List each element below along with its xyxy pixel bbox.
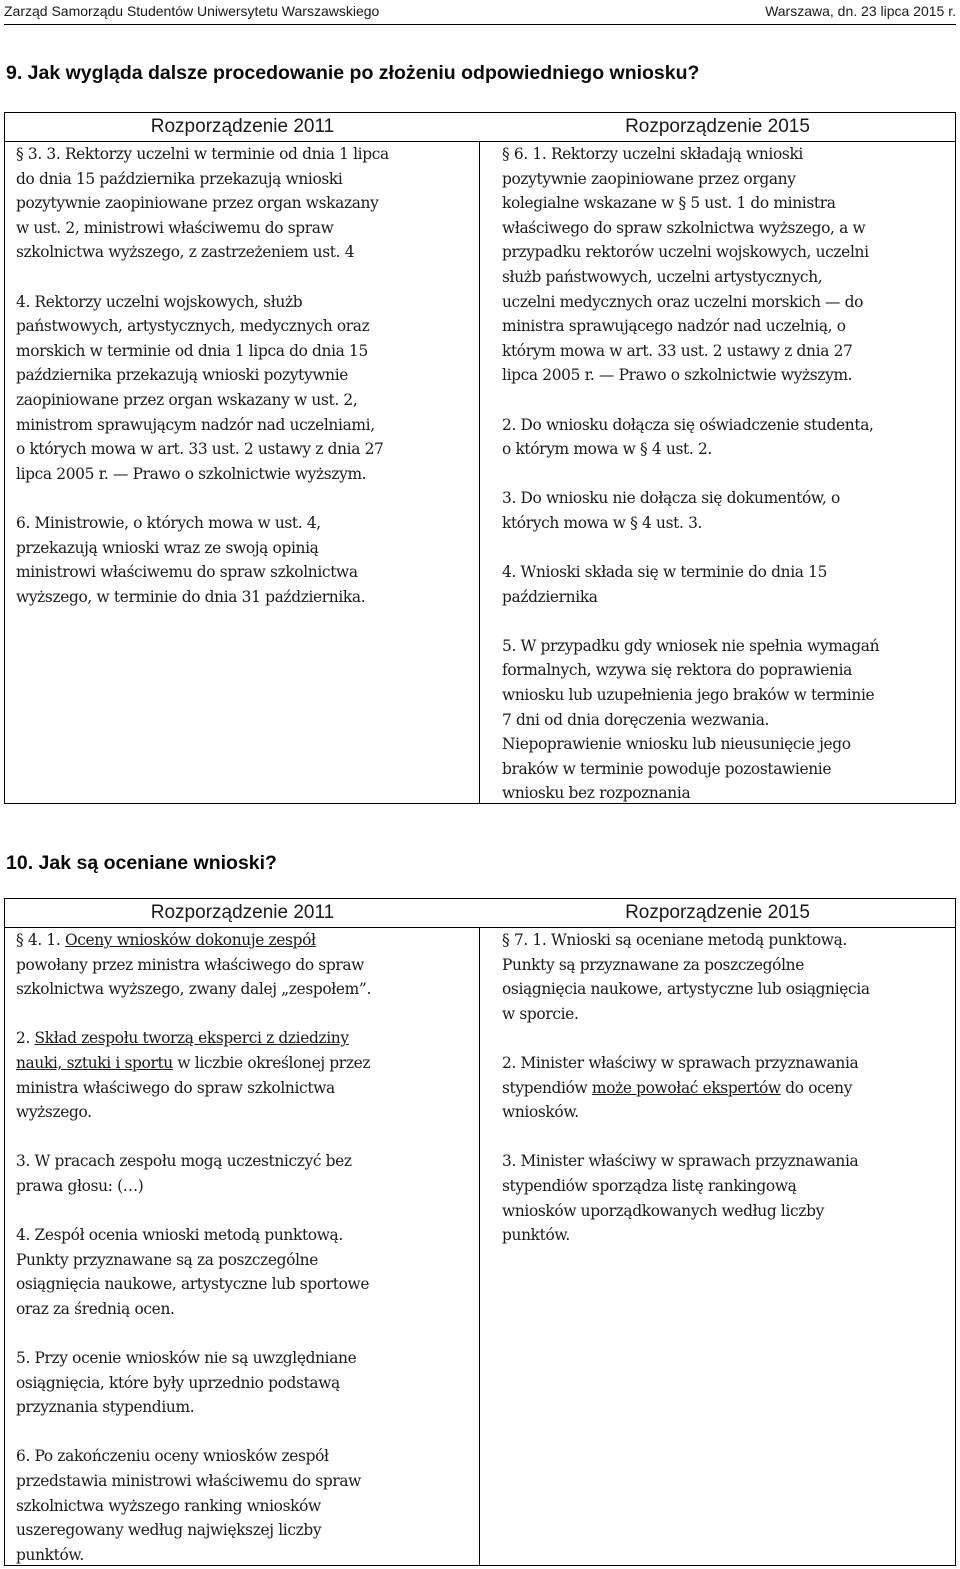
paragraph-text: do oceny wniosków. [502, 1078, 853, 1122]
table-body-row [5, 928, 955, 1566]
section-10-heading: 10. Jak są oceniane wnioski? [6, 852, 277, 874]
column-2015 [480, 928, 955, 1566]
paragraph: 4. Zespół ocenia wnioski metodą punktową. Punkty przyznawane są za poszczególne osiągnięcia naukowe, artystyczne lub sportowe oraz za średnią ocen. [16, 1226, 370, 1318]
underlined-text: Skład zespołu tworzą eksperci z dziedziny [34, 1029, 349, 1048]
paragraph: 4. Wnioski składa się w terminie do dnia 15 października [502, 563, 828, 606]
header-organization: Zarząd Samorządu Studentów Uniwersytetu Warszawskiego [4, 3, 380, 19]
table-header-row [5, 113, 955, 142]
paragraph-text: w liczbie określonej przez ministra właściwego do spraw szkolnictwa wyższego. [16, 1053, 371, 1122]
underlined-text: nauki, sztuki i sportu [16, 1053, 173, 1072]
paragraph: § 6. 1. Rektorzy uczelni składają wnioski pozytywnie zaopiniowane przez organy kolegialne wskazane w § 5 ust. 1 do ministra właściwego do spraw szkolnictwa wyższego, a w przypadku rektorów uczelni wojskowych, uczelni służb państwowych, uczelni artystycznych, uczelni medycznych oraz uczelni morskich — do ministra sprawującego nadzór nad uczelnią, o którym mowa w art. 33 ust. 2 ustawy z dnia 27 lipca 2005 r. — Prawo o szkolnictwie wyższym. [502, 145, 869, 385]
section-9-heading: 9. Jak wygląda dalsze procedowanie po złożeniu odpowiedniego wniosku? [6, 62, 700, 84]
paragraph: 5. W przypadku gdy wniosek nie spełnia wymagań formalnych, wzywa się rektora do poprawienia wniosku lub uzupełnienia jego braków w terminie 7 dni od dnia doręczenia wezwania. Niepoprawienie wniosku lub nieusunięcie jego braków w terminie powoduje pozostawienie wniosku bez rozpoznania [502, 636, 880, 803]
underlined-text: może powołać ekspertów [591, 1078, 781, 1097]
section-9-table [4, 112, 956, 804]
paragraph-text: powołany przez ministra właściwego do spraw szkolnictwa wyższego, zwany dalej „zespołem”. [16, 955, 371, 999]
col-header-2011: Rozporządzenie 2011 [150, 116, 335, 137]
paragraph-text: 2. Minister właściwy w sprawach przyznawania stypendiów [502, 1053, 859, 1097]
page-header [4, 0, 956, 22]
paragraph [502, 1051, 949, 1125]
column-2015 [480, 142, 955, 804]
paragraph [16, 928, 473, 1002]
paragraph: § 7. 1. Wnioski są oceniane metodą punktową. Punkty są przyznawane za poszczególne osiągnięcia naukowe, artystyczne lub osiągnięcia w sporcie. [502, 931, 870, 1023]
paragraph: 3. Minister właściwy w sprawach przyznawania stypendiów sporządza listę rankingową wniosków uporządkowanych według liczby punktów. [502, 1152, 859, 1245]
paragraph: 3. Do wniosku nie dołącza się dokumentów, o których mowa w § 4 ust. 3. [502, 489, 840, 532]
paragraph: 3. W pracach zespołu mogą uczestniczyć bez prawa głosu: (…) [16, 1152, 352, 1195]
header-date: Warszawa, dn. 23 lipca 2015 r. [765, 3, 956, 19]
paragraph: 4. Rektorzy uczelni wojskowych, służb państwowych, artystycznych, medycznych oraz morskich w terminie od dnia 1 lipca do dnia 15 października przekazują wnioski pozytywnie zaopiniowane przez organ wskazany w ust. 2, ministrom sprawującym nadzór nad uczelniami, o których mowa w art. 33 ust. 2 ustawy z dnia 27 lipca 2005 r. — Prawo o szkolnictwie wyższym. [16, 292, 384, 483]
paragraph: 6. Ministrowie, o których mowa w ust. 4, przekazują wnioski wraz ze swoją opinią ministrowi właściwemu do spraw szkolnictwa wyższego, w terminie do dnia 31 października. [16, 513, 366, 606]
header-divider [4, 24, 956, 25]
column-2011 [5, 142, 480, 804]
paragraph-prefix: § 4. 1. [16, 931, 65, 949]
paragraph: 2. Do wniosku dołącza się oświadczenie studenta, o którym mowa w § 4 ust. 2. [502, 415, 874, 459]
paragraph-prefix: 2. [16, 1029, 35, 1048]
paragraph: 6. Po zakończeniu oceny wniosków zespół przedstawia ministrowi właściwemu do spraw szkolnictwa wyższego ranking wniosków uszeregowany według największej liczby punktów. [16, 1447, 361, 1564]
underlined-text: Oceny wniosków dokonuje zespół [64, 931, 316, 949]
section-10-table [4, 898, 956, 1566]
column-2011 [5, 928, 480, 1566]
col-header-2011: Rozporządzenie 2011 [150, 902, 335, 923]
paragraph: § 3. 3. Rektorzy uczelni w terminie od dnia 1 lipca do dnia 15 października przekazują wnioski pozytywnie zaopiniowane przez organ wskazany w ust. 2, ministrowi właściwemu do spraw szkolnictwa wyższego, z zastrzeżeniem ust. 4 [16, 145, 389, 262]
paragraph: 5. Przy ocenie wniosków nie są uwzględniane osiągnięcia, które były uprzednio podstawą przyznania stypendium. [16, 1349, 357, 1417]
col-header-2015: Rozporządzenie 2015 [625, 116, 810, 137]
table-header-row [5, 899, 955, 928]
col-header-2015: Rozporządzenie 2015 [625, 902, 810, 923]
table-body-row [5, 142, 955, 804]
paragraph [16, 1026, 473, 1124]
